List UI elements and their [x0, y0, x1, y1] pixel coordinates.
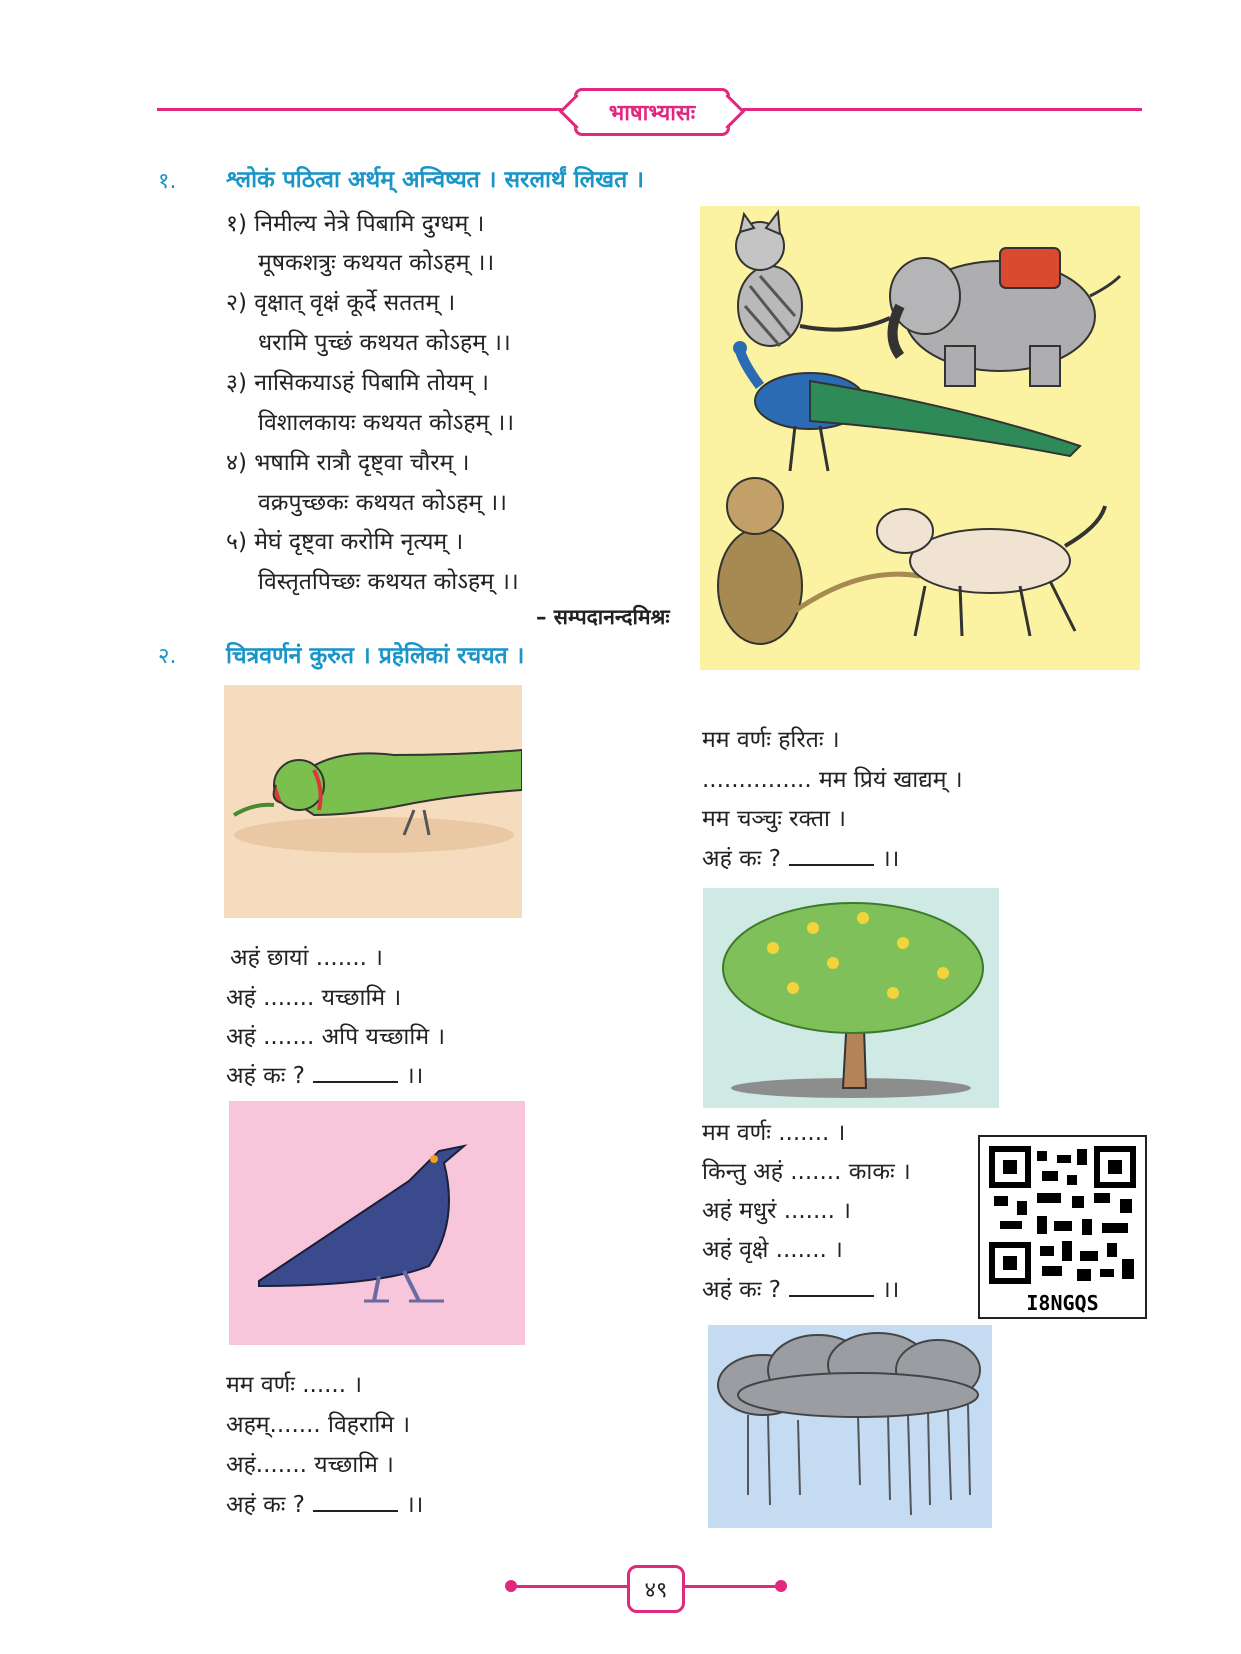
verse-line: ४) भषामि रात्रौ दृष्ट्वा चौरम् ।	[226, 450, 470, 476]
verse-line: मूषकशत्रुः कथयत कोऽहम् ।।	[258, 250, 495, 276]
verse-line: २) वृक्षात् वृक्षं कूर्दे सततम् ।	[226, 290, 456, 316]
monkey-figure	[718, 478, 920, 644]
riddle-answer-line: अहं कः ? ।।	[226, 1063, 424, 1089]
footer-rule-left	[512, 1585, 630, 1588]
cat-figure	[736, 212, 890, 346]
parrot-illustration	[224, 685, 522, 918]
qr-code[interactable]	[978, 1135, 1147, 1319]
verse-line: धरामि पुच्छं कथयत कोऽहम् ।।	[258, 330, 511, 356]
verse-line: ३) नासिकयाऽहं पिबामि तोयम् ।	[226, 370, 490, 396]
riddle-line: अहम्....... विहरामि ।	[226, 1412, 411, 1438]
question-1-instruction: श्लोकं पठित्वा अर्थम् अन्विष्यत । सरलार्थं लिखत ।	[226, 167, 644, 193]
section-title: भाषाभ्यासः	[574, 88, 730, 136]
rain-cloud-illustration	[708, 1325, 992, 1528]
question-1-number: १.	[158, 169, 177, 194]
header-rule-right	[722, 108, 1142, 111]
riddle-line: अहं मधुरं ....... ।	[702, 1198, 851, 1224]
crow-illustration	[229, 1101, 525, 1345]
question-2-instruction: चित्रवर्णनं कुरुत । प्रहेलिकां रचयत ।	[226, 643, 525, 669]
answer-blank[interactable]	[789, 864, 874, 866]
page-number: ४९	[627, 1565, 685, 1613]
riddle-line: मम वर्णः हरितः ।	[702, 727, 840, 753]
riddle-line: ............... मम प्रियं खाद्यम् ।	[702, 767, 963, 793]
footer-dot-right	[775, 1580, 787, 1592]
riddle-answer-line: अहं कः ? ।।	[702, 1277, 900, 1303]
riddle-line: मम चञ्चुः रक्ता ।	[702, 806, 847, 832]
attribution: – सम्पदानन्दमिश्रः	[536, 605, 670, 629]
riddle-line: अहं छायां ....... ।	[230, 945, 383, 971]
riddle-line: मम वर्णः ....... ।	[702, 1120, 846, 1146]
riddle-answer-line: अहं कः ? ।।	[226, 1492, 424, 1518]
riddle-line: अहं ....... अपि यच्छामि ।	[226, 1024, 446, 1050]
verse-line: ५) मेघं दृष्ट्वा करोमि नृत्यम् ।	[226, 529, 464, 555]
verse-line: वक्रपुच्छकः कथयत कोऽहम् ।।	[258, 490, 507, 516]
riddle-line: अहं....... यच्छामि ।	[226, 1452, 394, 1478]
header-rule-left	[157, 108, 577, 111]
riddle-line: किन्तु अहं ....... काकः ।	[702, 1159, 911, 1185]
dog-figure	[877, 506, 1105, 636]
tree-illustration	[703, 888, 999, 1108]
qr-code-label: I8NGQS	[1026, 1291, 1099, 1315]
riddle-line: अहं वृक्षे ....... ।	[702, 1237, 843, 1263]
footer-rule-right	[679, 1585, 779, 1588]
answer-blank[interactable]	[313, 1081, 398, 1083]
verse-line: १) निमील्य नेत्रे पिबामि दुग्धम् ।	[226, 211, 485, 237]
riddle-line: मम वर्णः ...... ।	[226, 1372, 363, 1398]
question-2-number: २.	[158, 644, 177, 669]
animals-illustration	[700, 206, 1140, 670]
riddle-answer-line: अहं कः ? ।।	[702, 846, 900, 872]
verse-line: विस्तृतपिच्छः कथयत कोऽहम् ।।	[258, 569, 519, 595]
verse-line: विशालकायः कथयत कोऽहम् ।।	[258, 410, 515, 436]
answer-blank[interactable]	[789, 1295, 874, 1297]
elephant-figure	[890, 248, 1120, 386]
riddle-line: अहं ....... यच्छामि ।	[226, 985, 402, 1011]
answer-blank[interactable]	[313, 1510, 398, 1512]
